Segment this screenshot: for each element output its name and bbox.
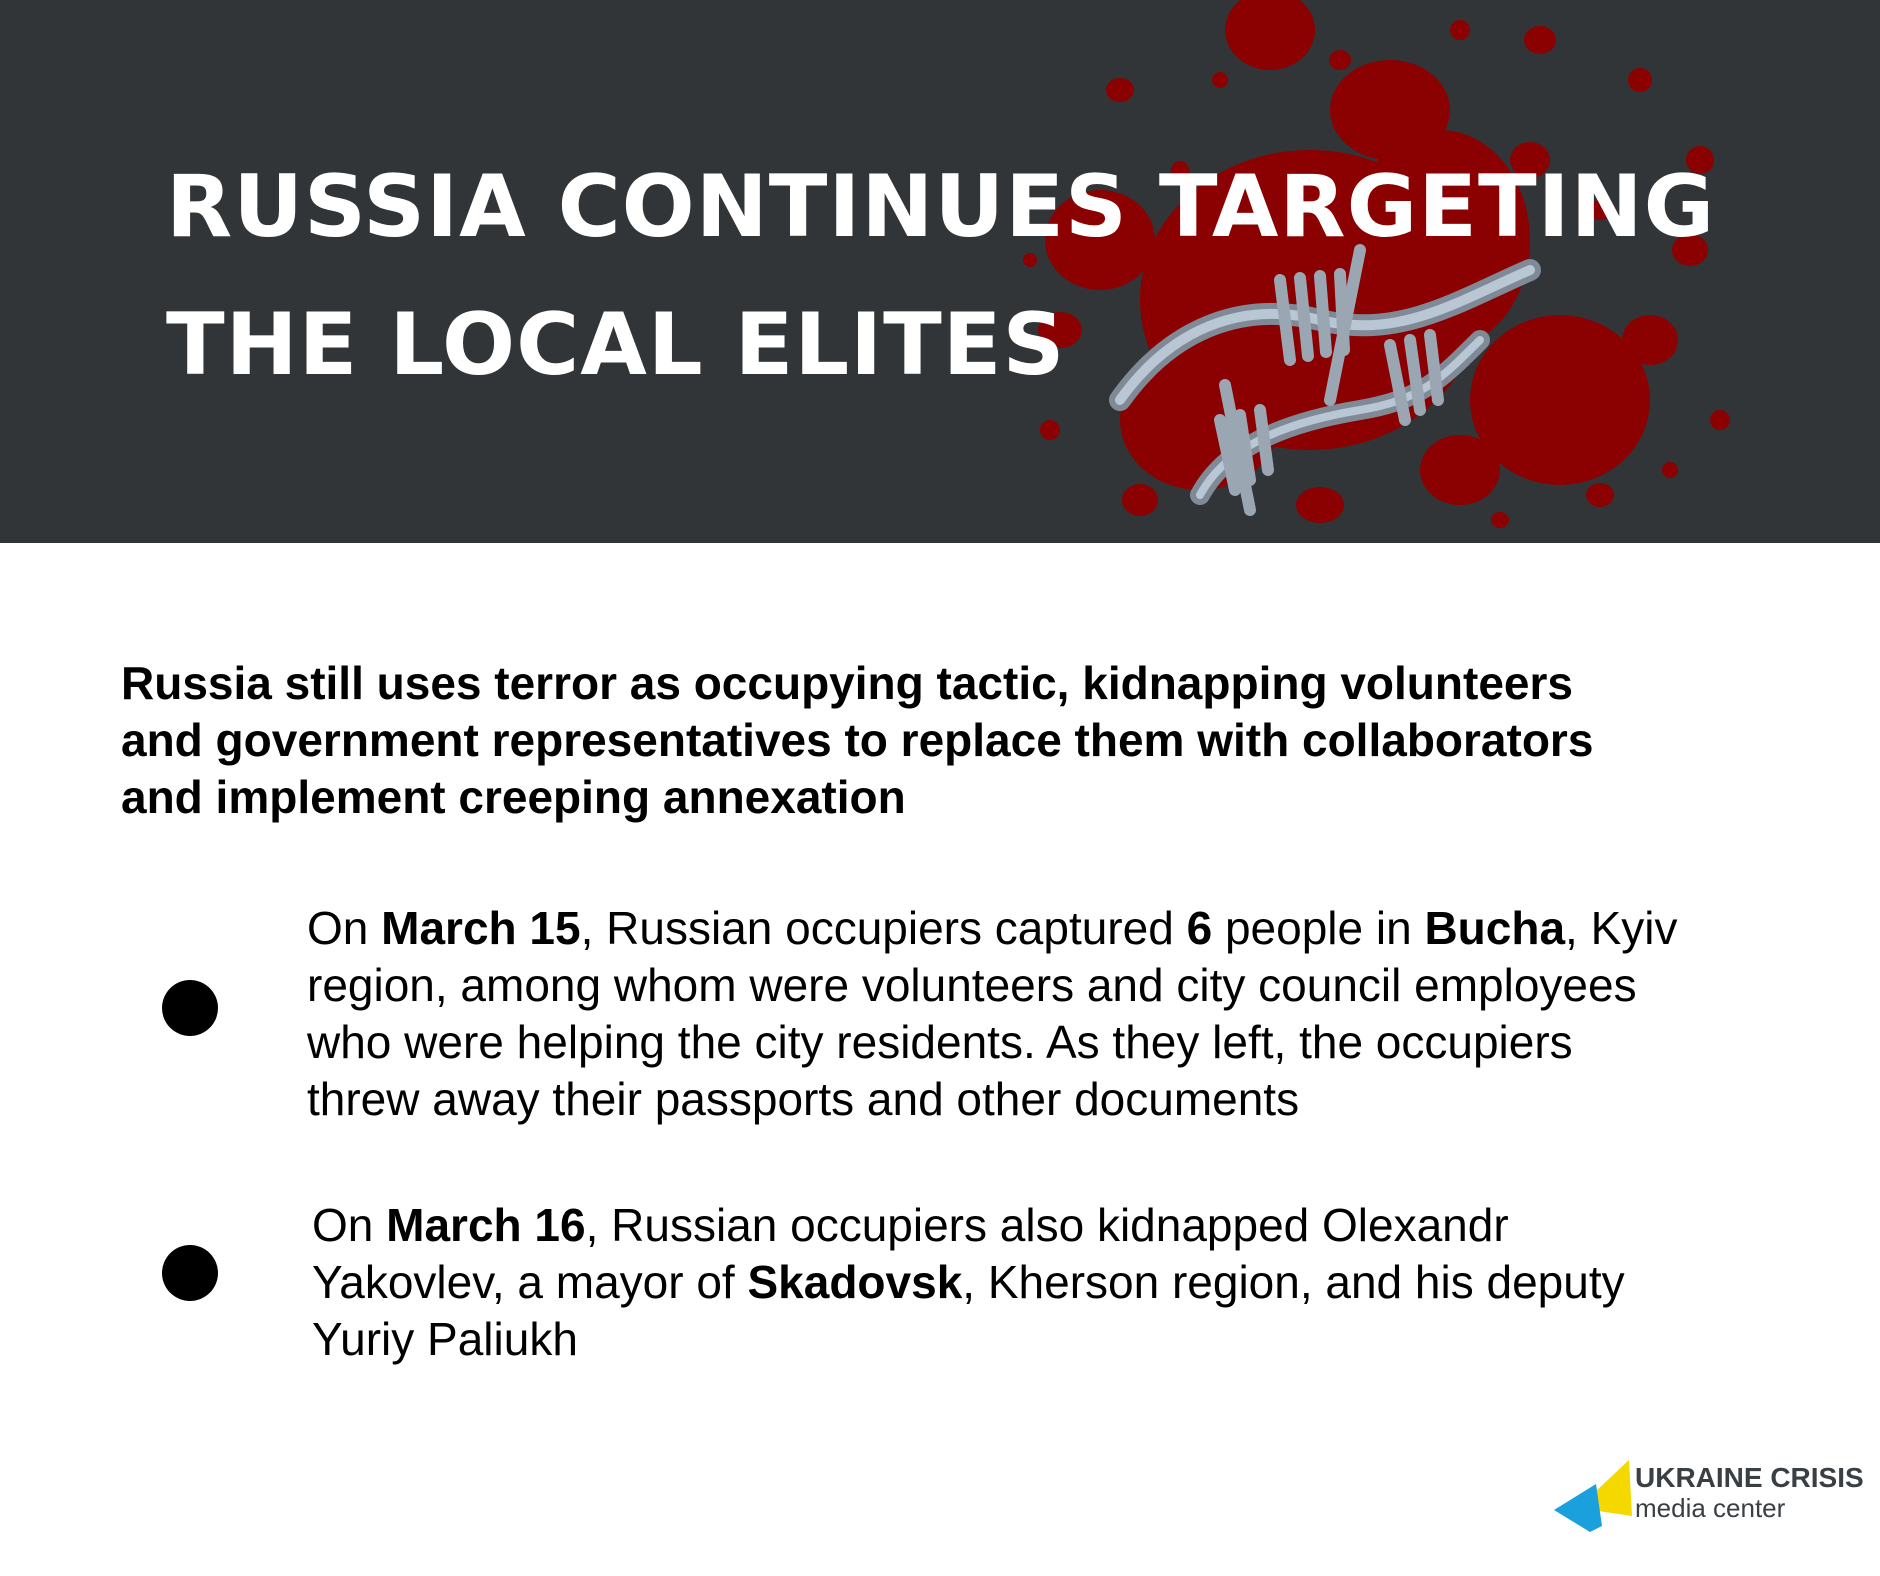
item-1-count: 6 (1186, 902, 1213, 954)
logo-name: UKRAINE CRISIS (1635, 1462, 1864, 1493)
item-2-date: March 16 (386, 1199, 586, 1251)
bullet-point-2 (162, 1245, 218, 1301)
intro-line-2: and government representatives to replace them with collaborators (121, 714, 1594, 766)
intro-line-3: and implement creeping annexation (121, 771, 906, 823)
text: , Russian occupiers captured (580, 902, 1187, 954)
item-1-line-2: region, among whom were volunteers and city council employees (307, 959, 1637, 1011)
page-title (166, 138, 1715, 414)
list-item-1 (307, 900, 1857, 1128)
item-2-place: Skadovsk (747, 1256, 963, 1308)
header-banner (0, 0, 1880, 543)
intro-paragraph (121, 655, 1821, 826)
text: people in (1212, 902, 1425, 954)
item-2-line-3: Yuriy Paliukh (312, 1313, 578, 1365)
item-1-line-4: threw away their passports and other documents (307, 1073, 1300, 1125)
intro-line-1: Russia still uses terror as occupying tactic, kidnapping volunteers (121, 657, 1573, 709)
list-item-2 (312, 1197, 1862, 1368)
item-2-line-1 (312, 1197, 1862, 1254)
logo-blue-shape (1554, 1484, 1602, 1532)
title-line-1: RUSSIA CONTINUES TARGETING (166, 157, 1716, 257)
text: Yakovlev, a mayor of (312, 1256, 748, 1308)
title-line-2: THE LOCAL ELITES (166, 295, 1066, 395)
text: , Kyiv (1565, 902, 1678, 954)
item-1-line-3: who were helping the city residents. As they left, the occupiers (307, 1016, 1573, 1068)
bullet-point-1 (162, 980, 218, 1036)
item-1-line-1 (307, 900, 1857, 957)
text: , Russian occupiers also kidnapped Olexandr (585, 1199, 1509, 1251)
text: On (307, 902, 382, 954)
item-1-date: March 15 (381, 902, 581, 954)
text: , Kherson region, and his deputy (962, 1256, 1625, 1308)
text: On (312, 1199, 387, 1251)
item-1-place: Bucha (1424, 902, 1566, 954)
item-2-line-2 (312, 1254, 1862, 1311)
logo-subtitle: media center (1635, 1493, 1786, 1523)
